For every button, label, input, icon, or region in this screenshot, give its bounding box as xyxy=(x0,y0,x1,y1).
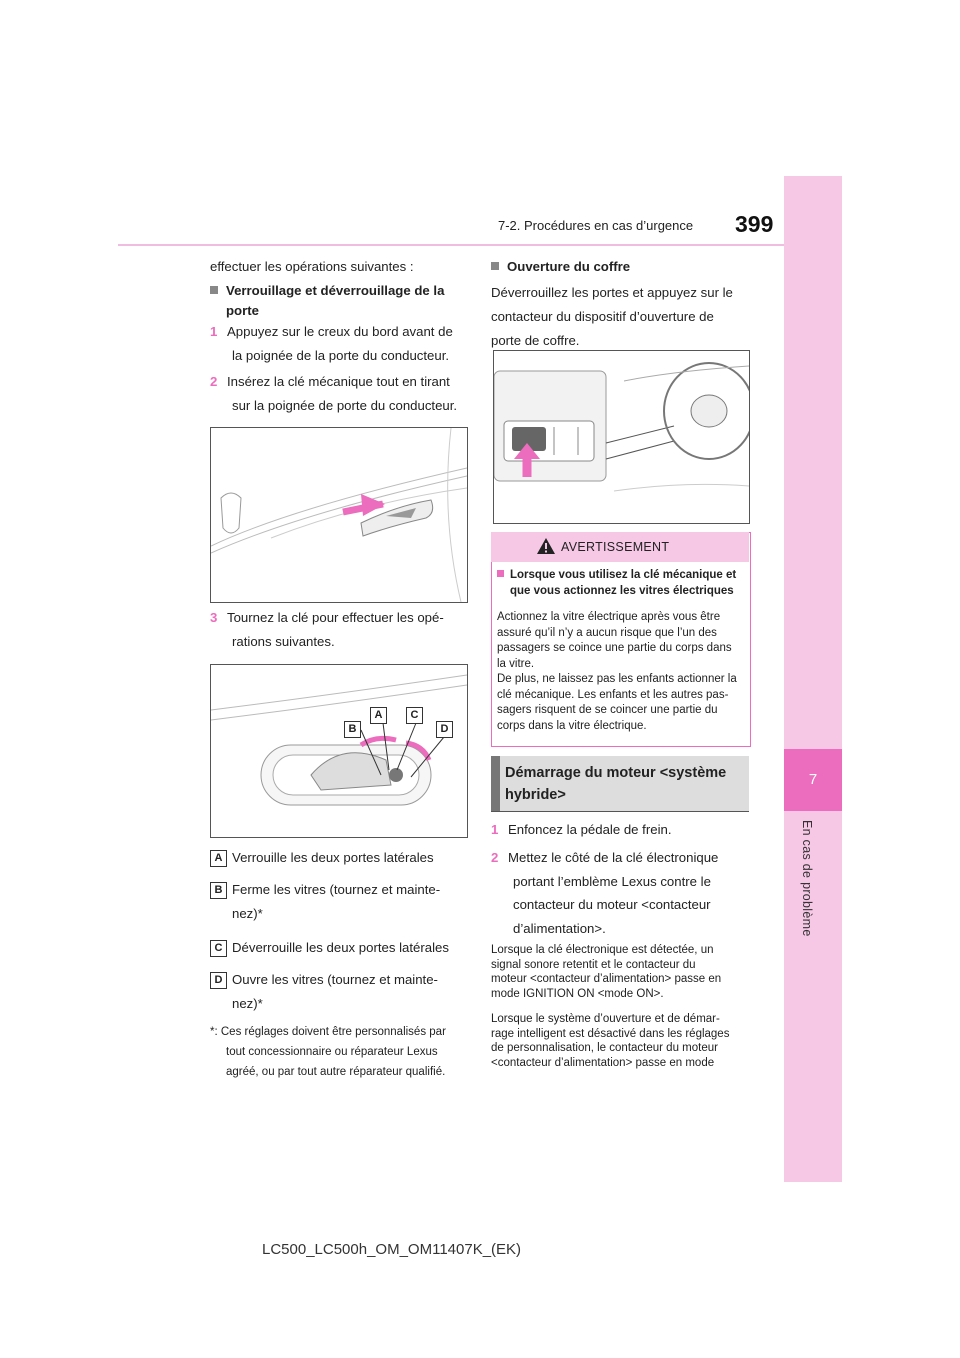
legend-c: Déverrouille les deux portes latérales xyxy=(232,940,449,955)
footnote: *: Ces réglages doivent être personnalisés par tout concessionnaire ou réparateur Lexus agréé, ou par tout autre réparateur qualifié. xyxy=(210,1026,446,1078)
step-2: 2 Insérez la clé mécanique tout en tirant sur la poignée de porte du conducteur. xyxy=(210,374,458,413)
chapter-number: 7 xyxy=(808,771,818,788)
figure-label-c: C xyxy=(406,707,423,724)
key-turning-drawing xyxy=(211,665,467,837)
section-header-bar xyxy=(491,756,500,812)
section-title-trunk: Ouverture du coffre xyxy=(491,255,630,279)
step-3: 3 Tournez la clé pour effectuer les opé- rations suivantes. xyxy=(210,610,444,649)
trunk-opener-drawing xyxy=(494,351,749,523)
page-number: 399 xyxy=(735,211,774,237)
figure-label-a: A xyxy=(370,707,387,724)
legend-a: Verrouille les deux portes latérales xyxy=(232,850,434,865)
legend-b: Ferme les vitres (tournez et mainte- nez)* xyxy=(232,882,441,921)
pink-bullet-icon xyxy=(497,570,504,577)
section-header-underline xyxy=(491,811,749,812)
warning-triangle-icon xyxy=(536,537,556,555)
legend-key-d: D xyxy=(210,972,227,989)
warning-header xyxy=(491,532,749,562)
bullet-icon xyxy=(210,286,218,294)
warning-body: Actionnez la vitre électrique après vous être assuré qu’il n’y a aucun risque que l’un des passagers se coince une partie du corps dans la vitre. De plus, ne laissez pas les enfants actionner la clé mécanique. Les enfants et les autres pas- sagers risquent de se coincer une partie du corps dans la vitre électrique. xyxy=(497,611,737,732)
trunk-text: Déverrouillez les portes et appuyez sur le contacteur du dispositif d’ouverture de porte de coffre. xyxy=(491,285,733,348)
legend-d: Ouvre les vitres (tournez et mainte- nez)* xyxy=(232,972,438,1011)
door-handle-illustration xyxy=(210,427,468,603)
bullet-icon xyxy=(491,262,499,270)
warning-subtitle: Lorsque vous utilisez la clé mécanique et que vous actionnez les vitres électriques xyxy=(497,567,736,599)
door-handle-drawing xyxy=(211,428,467,602)
intro-text: effectuer les opérations suivantes : xyxy=(210,259,414,274)
chapter-title: 7-2. Procédures en cas d’urgence xyxy=(498,218,694,233)
section-header-title: Démarrage du moteur <système hybride> xyxy=(505,765,727,803)
start-step-2: 2 Mettez le côté de la clé électronique portant l’emblème Lexus contre le contacteur du moteur <contacteur d’alimentation>. xyxy=(491,850,719,936)
trunk-opener-illustration xyxy=(493,350,750,524)
start-step-1: 1 Enfoncez la pédale de frein. xyxy=(491,822,672,837)
legend-key-c: C xyxy=(210,940,227,957)
chapter-number-tab xyxy=(784,749,842,811)
step-1: 1 Appuyez sur le creux du bord avant de la poignée de la porte du conducteur. xyxy=(210,324,453,363)
warning-title: AVERTISSEMENT xyxy=(561,540,670,554)
figure-label-b: B xyxy=(344,721,361,738)
chapter-label: En cas de problème xyxy=(800,820,814,937)
legend-key-b: B xyxy=(210,882,227,899)
start-note-1: Lorsque la clé électronique est détectée, un signal sonore retentit et le contacteur du moteur <contacteur d’alimentation> passe en mode IGNITION ON <mode ON>. xyxy=(491,944,722,1000)
key-turning-illustration xyxy=(210,664,468,838)
start-note-2: Lorsque le système d’ouverture et de démar- rage intelligent est désactivé dans les réglages de personnalisation, le contacteur du moteur <contacteur d’alimentation> passe en mode xyxy=(491,1013,730,1069)
figure-label-d: D xyxy=(436,721,453,738)
chapter-label-vertical xyxy=(800,820,826,1120)
header-rule xyxy=(118,244,784,246)
section-title-lock: Verrouillage et déverrouillage de la porte xyxy=(210,281,444,321)
legend-key-a: A xyxy=(210,850,227,867)
document-id: LC500_LC500h_OM_OM11407K_(EK) xyxy=(262,1241,522,1258)
